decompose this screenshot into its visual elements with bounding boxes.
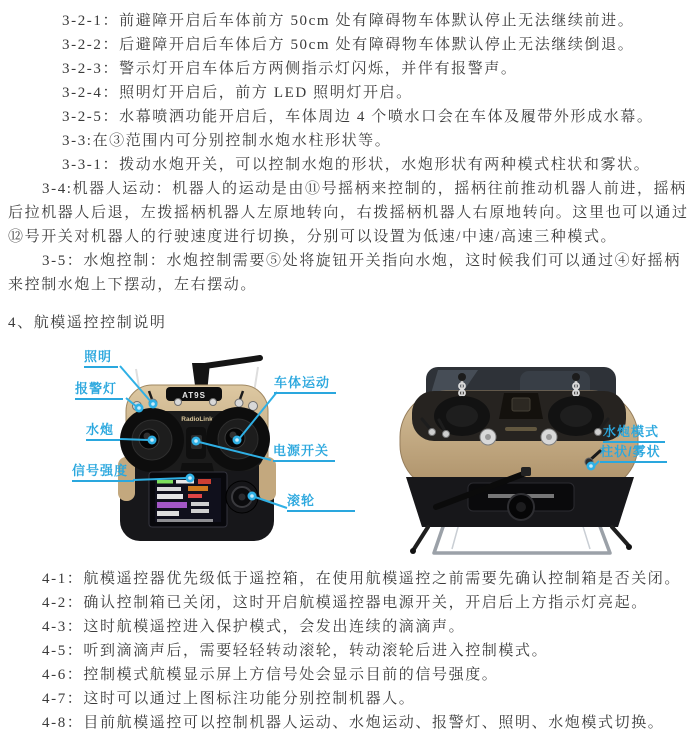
callout-label-signal-strength: 信号强度 bbox=[72, 464, 134, 482]
section-4-heading: 4、航模遥控控制说明 bbox=[8, 315, 167, 331]
callout-label-vehicle-motion: 车体运动 bbox=[274, 376, 336, 394]
instruction-line: 3-3:在③范围内可分别控制水炮水柱形状等。 bbox=[62, 133, 392, 149]
controller-figure bbox=[0, 339, 699, 567]
callout-label-cannon-mode: 水炮模式 bbox=[603, 425, 665, 443]
instruction-line: 3-2-5：水幕喷洒功能开启后，车体周边 4 个喷水口会在车体及履带外形成水幕。 bbox=[62, 109, 654, 125]
instruction-line: 4-5：听到滴滴声后，需要轻轻转动滚轮，转动滚轮后进入控制模式。 bbox=[42, 643, 549, 659]
instruction-line: 3-2-4：照明灯开启后，前方 LED 照明灯开启。 bbox=[62, 85, 413, 101]
left-controller-image bbox=[118, 358, 276, 541]
controller-illustration bbox=[0, 339, 699, 567]
callout-label-scroll-wheel: 滚轮 bbox=[287, 494, 355, 512]
instruction-paragraph-3-5: 3-5：水炮控制：水炮控制需要⑤处将旋钮开关指向水炮，这时候我们可以通过④好摇柄来控制水炮上下摆动，左右摆动。 bbox=[8, 253, 681, 293]
callout-label-alarm-light: 报警灯 bbox=[75, 382, 123, 400]
brand-text: RadioLink bbox=[181, 416, 213, 423]
instruction-line: 4-2：确认控制箱已关闭，这时开启航模遥控器电源开关，开启后上方指示灯亮起。 bbox=[42, 595, 648, 611]
callout-label-water-cannon: 水炮 bbox=[86, 423, 120, 441]
instruction-line: 3-2-3：警示灯开启车体后方两侧指示灯闪烁，并伴有报警声。 bbox=[62, 61, 518, 77]
instruction-line: 4-3：这时航模遥控进入保护模式，会发出连续的滴滴声。 bbox=[42, 619, 466, 635]
callout-label-lighting: 照明 bbox=[84, 350, 118, 368]
instruction-line: 3-2-1：前避障开启后车体前方 50cm 处有障碍物车体默认停止无法继续前进。 bbox=[62, 13, 635, 29]
instruction-line: 3-2-2：后避障开启后车体后方 50cm 处有障碍物车体默认停止无法继续倒退。 bbox=[62, 37, 635, 53]
callout-label-power-switch: 电源开关 bbox=[273, 444, 335, 462]
instruction-paragraph-3-4: 3-4:机器人运动：机器人的运动是由⑪号摇柄来控制的，摇柄往前推动机器人前进，摇柄后拉机器人后退，左拨摇柄机器人左原地转向，右拨摇柄机器人右原地转向。这里也可以通过⑫号开关对机器人的行驶速度进行切换，分别可以设置为低速/中速/高速三种模式。 bbox=[8, 181, 689, 245]
model-text: AT9S bbox=[182, 391, 206, 400]
instruction-line: 3-3-1：拨动水炮开关，可以控制水炮的形状，水炮形状有两种模式柱状和雾状。 bbox=[62, 157, 651, 173]
callout-label-column-mist: 柱状/雾状 bbox=[600, 445, 667, 463]
instruction-line: 4-8：目前航模遥控可以控制机器人运动、水炮运动、报警灯、照明、水炮模式切换。 bbox=[42, 715, 665, 731]
instruction-line: 4-6：控制模式航模显示屏上方信号处会显示目前的信号强度。 bbox=[42, 667, 499, 683]
instruction-line: 4-7：这时可以通过上图标注功能分别控制机器人。 bbox=[42, 691, 416, 707]
instruction-line: 4-1：航模遥控器优先级低于遥控箱，在使用航模遥控之前需要先确认控制箱是否关闭。 bbox=[42, 571, 681, 587]
